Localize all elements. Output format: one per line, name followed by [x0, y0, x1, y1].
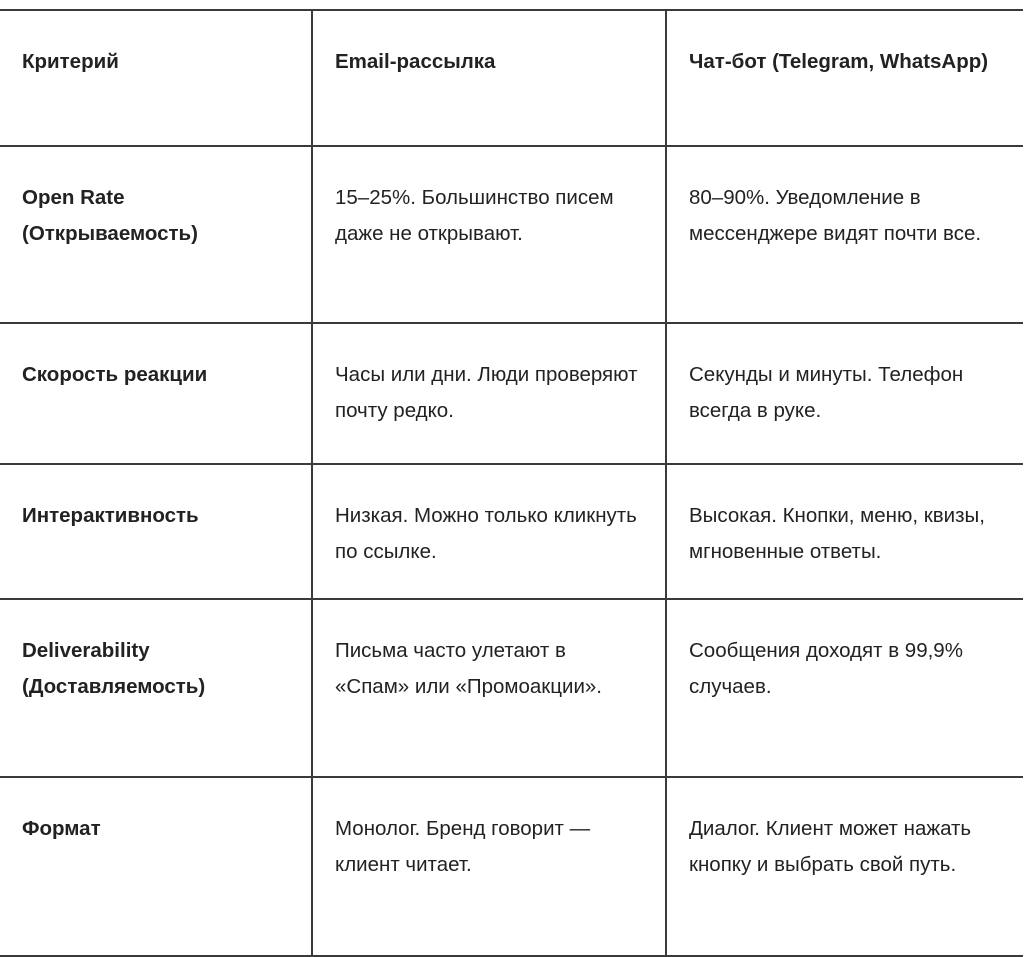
table-body — [0, 146, 1023, 956]
email-cell: Письма часто улетают в «Спам» или «Промоакции». — [312, 599, 666, 777]
table-header — [0, 10, 1023, 146]
criterion-cell: Формат — [0, 777, 312, 956]
criterion-cell: Deliverability (Доставляемость) — [0, 599, 312, 777]
chatbot-cell: Высокая. Кнопки, меню, квизы, мгновенные ответы. — [666, 464, 1023, 599]
table-row — [0, 464, 1023, 599]
chatbot-cell: Секунды и минуты. Телефон всегда в руке. — [666, 323, 1023, 464]
email-cell: Часы или дни. Люди проверяют почту редко. — [312, 323, 666, 464]
table-row — [0, 323, 1023, 464]
table-row — [0, 146, 1023, 323]
chatbot-cell: Сообщения доходят в 99,9% случаев. — [666, 599, 1023, 777]
header-chatbot: Чат-бот (Telegram, WhatsApp) — [666, 10, 1023, 146]
table-row — [0, 777, 1023, 956]
comparison-table — [0, 9, 1023, 957]
header-row — [0, 10, 1023, 146]
chatbot-cell: Диалог. Клиент может нажать кнопку и выбрать свой путь. — [666, 777, 1023, 956]
email-cell: 15–25%. Большинство писем даже не открывают. — [312, 146, 666, 323]
email-cell: Монолог. Бренд говорит — клиент читает. — [312, 777, 666, 956]
header-criterion: Критерий — [0, 10, 312, 146]
table-row — [0, 599, 1023, 777]
criterion-cell: Скорость реакции — [0, 323, 312, 464]
criterion-cell: Open Rate (Открываемость) — [0, 146, 312, 323]
header-email: Email-рассылка — [312, 10, 666, 146]
email-cell: Низкая. Можно только кликнуть по ссылке. — [312, 464, 666, 599]
criterion-cell: Интерактивность — [0, 464, 312, 599]
chatbot-cell: 80–90%. Уведомление в мессенджере видят почти все. — [666, 146, 1023, 323]
